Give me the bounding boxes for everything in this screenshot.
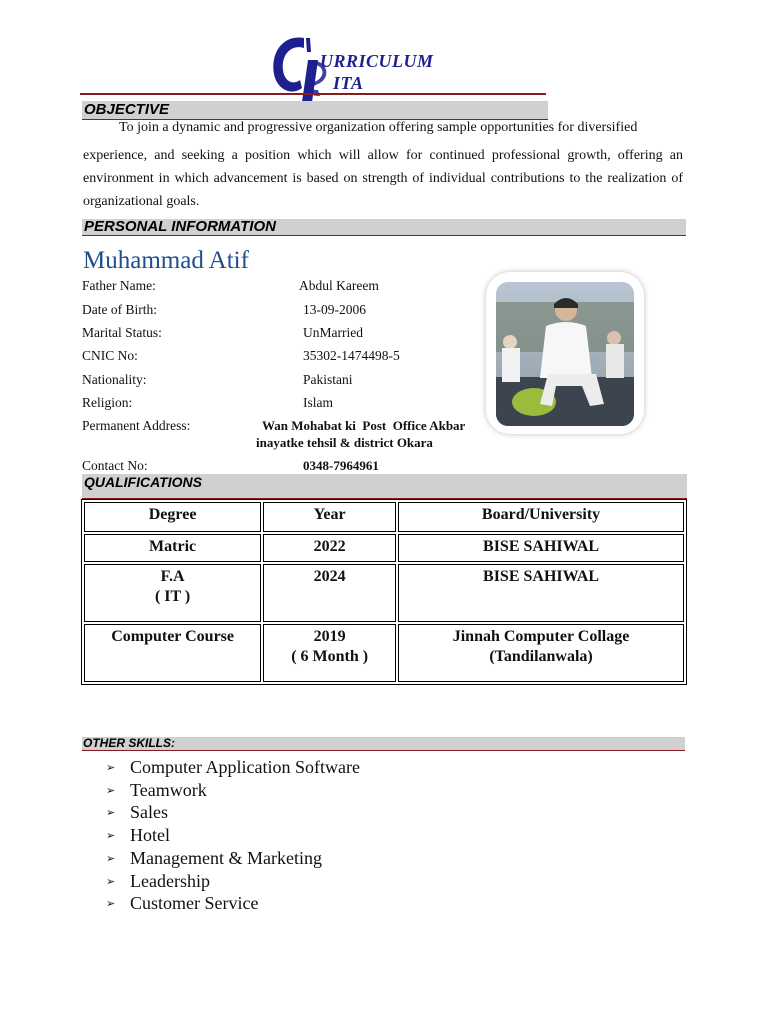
section-personal-heading: PERSONAL INFORMATION <box>82 219 686 236</box>
list-item <box>106 779 360 802</box>
nationality-value: Pakistani <box>303 372 353 387</box>
contact-value: 0348-7964961 <box>303 458 379 473</box>
year-text: 2019 <box>313 628 346 645</box>
qualifications-table <box>81 499 687 685</box>
arrow-bullet-icon: ➢ <box>106 807 116 820</box>
religion-label: Religion: <box>82 395 133 410</box>
table-row <box>84 564 684 622</box>
section-objective-heading: OBJECTIVE <box>82 101 548 120</box>
list-item <box>106 756 360 779</box>
skill-label: Computer Application Software <box>130 757 360 777</box>
year-text: 2024 <box>313 568 346 585</box>
address-label: Permanent Address: <box>82 418 191 433</box>
arrow-bullet-icon: ➢ <box>106 898 116 911</box>
list-item <box>106 801 360 824</box>
board-cell <box>398 534 684 562</box>
board-cell <box>398 564 684 622</box>
year-cell <box>263 624 396 682</box>
profile-photo <box>496 282 634 426</box>
year-text: 2022 <box>313 538 346 555</box>
cv-title-line1: URRICULUM <box>320 51 434 71</box>
board-subtext: (Tandilanwala) <box>489 648 593 665</box>
degree-subtext: ( IT ) <box>154 588 191 605</box>
year-subtext: ( 6 Month ) <box>291 648 369 665</box>
skill-label: Hotel <box>130 825 170 846</box>
board-text: BISE SAHIWAL <box>483 568 600 585</box>
dob-label: Date of Birth: <box>82 302 157 317</box>
skill-label: Management & Marketing <box>130 847 322 868</box>
list-item <box>106 847 360 870</box>
father-name-label: Father Name: <box>82 278 156 293</box>
objective-line1: To join a dynamic and progressive organization offering sample opportunities for diversified <box>119 120 638 135</box>
marital-status-label: Marital Status: <box>82 325 162 340</box>
board-text: Jinnah Computer Collage <box>452 628 630 645</box>
address-value-line1: Wan Mohabat ki Post Office Akbar <box>262 418 466 433</box>
degree-text: Computer Course <box>111 628 234 645</box>
list-item <box>106 824 360 847</box>
cv-title-line2: ITA <box>333 73 364 93</box>
skill-label: Teamwork <box>130 779 207 800</box>
board-cell <box>398 624 684 682</box>
list-item <box>106 892 360 915</box>
cnic-label: CNIC No: <box>82 348 138 363</box>
skills-list <box>106 756 360 915</box>
degree-cell <box>84 624 261 682</box>
degree-cell <box>84 534 261 562</box>
table-row <box>84 534 684 562</box>
objective-rest: experience, and seeking a position which will allow for continued professional growth, offering an environment in which advancement is based on strength of individual contributions to the realization of organizational goals. <box>83 148 683 209</box>
address-value-line2: inayatke tehsil & district Okara <box>256 435 433 450</box>
section-skills-heading: OTHER SKILLS: <box>82 737 685 751</box>
person-name: Muhammad Atif <box>83 247 249 274</box>
arrow-bullet-icon: ➢ <box>106 875 116 888</box>
nationality-label: Nationality: <box>82 372 147 387</box>
header-year: Year <box>263 502 396 532</box>
cv-title <box>320 50 434 94</box>
skill-label: Customer Service <box>130 893 259 914</box>
arrow-bullet-icon: ➢ <box>106 852 116 865</box>
skill-label: Sales <box>130 802 168 823</box>
table-row <box>84 624 684 682</box>
arrow-bullet-icon: ➢ <box>106 762 116 774</box>
marital-status-value: UnMarried <box>303 325 363 340</box>
arrow-bullet-icon: ➢ <box>106 830 116 843</box>
header-rule <box>80 93 546 95</box>
objective-text <box>83 116 683 213</box>
list-item <box>106 870 360 893</box>
degree-cell <box>84 564 261 622</box>
degree-text: F.A <box>160 568 185 585</box>
religion-value: Islam <box>303 395 333 410</box>
dob-value: 13-09-2006 <box>303 302 366 317</box>
contact-label: Contact No: <box>82 458 148 473</box>
skill-label: Leadership <box>130 870 210 891</box>
board-text: BISE SAHIWAL <box>483 538 600 555</box>
section-qualifications-heading: QUALIFICATIONS <box>82 474 687 499</box>
father-name-value: Abdul Kareem <box>299 278 379 293</box>
arrow-bullet-icon: ➢ <box>106 784 116 797</box>
header-board: Board/University <box>398 502 684 532</box>
table-header-row <box>84 502 684 532</box>
year-cell <box>263 534 396 562</box>
year-cell <box>263 564 396 622</box>
header-degree: Degree <box>84 502 261 532</box>
degree-text: Matric <box>149 538 197 555</box>
cnic-value: 35302-1474498-5 <box>303 348 400 363</box>
